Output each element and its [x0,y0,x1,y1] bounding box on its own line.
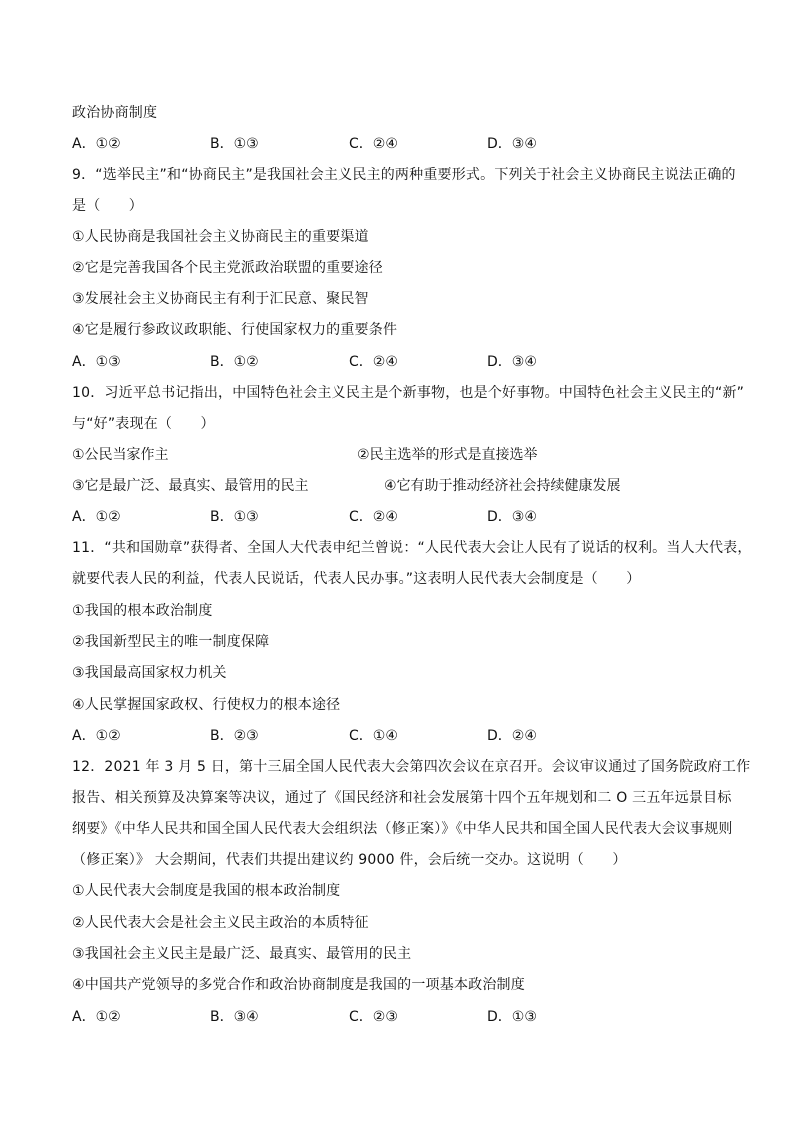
q10-option-a: A．①② [72,509,121,525]
q9-stem: 9．“选举民主”和“协商民主”是我国社会主义民主的两种重要形式。下列关于社会主义协商民主说法正确的 [72,167,736,183]
q12-stem: 纲要》《中华人民共和国全国人民代表大会组织法（修正案）》《中华人民共和国全国人民代表大会议事规则 [72,821,733,837]
q10-option-d: D．③④ [487,509,537,525]
q10-statement: ②民主选举的形式是直接选举 [357,447,538,463]
q12-option-a: A．①② [72,1009,121,1025]
q11-statement: ①我国的根本政治制度 [72,603,213,619]
q8-option-c: C．②④ [349,136,398,152]
q11-stem: 11．“共和国勋章”获得者、全国人大代表申纪兰曾说：“人民代表大会让人民有了说话的权利。当人大代表， [72,540,752,556]
q10-statement: ③它是最广泛、最真实、最管用的民主 [72,478,309,494]
q11-statement: ③我国最高国家权力机关 [72,665,227,681]
q11-statement: ②我国新型民主的唯一制度保障 [72,634,270,650]
q9-statement: ①人民协商是我国社会主义协商民主的重要渠道 [72,229,369,245]
q10-option-b: B．①③ [210,509,259,525]
q8-option-d: D．③④ [487,136,537,152]
q9-option-b: B．①② [210,354,259,370]
q8-stem-continuation: 政治协商制度 [72,105,158,121]
q12-stem: 12．2021 年 3 月 5 日，第十三届全国人民代表大会第四次会议在京召开。会议审议通过了国务院政府工作 [72,759,751,775]
q12-statement: ③我国社会主义民主是最广泛、最真实、最管用的民主 [72,946,412,962]
q9-option-c: C．②④ [349,354,398,370]
q9-option-a: A．①③ [72,354,121,370]
q9-stem: 是（ ） [72,198,143,214]
q10-statement: ④它有助于推动经济社会持续健康发展 [384,478,621,494]
q12-option-b: B．③④ [210,1009,259,1025]
q10-stem: 10．习近平总书记指出，中国特色社会主义民主是个新事物，也是个好事物。中国特色社会主义民主的“新” [72,385,745,401]
q9-statement: ②它是完善我国各个民主党派政治联盟的重要途径 [72,260,383,276]
q9-option-d: D．③④ [487,354,537,370]
q10-option-c: C．②④ [349,509,398,525]
q11-stem: 就要代表人民的利益，代表人民说话，代表人民办事。”这表明人民代表大会制度是（ ） [72,571,641,587]
q11-option-b: B．②③ [210,728,259,744]
q12-option-d: D．①③ [487,1009,537,1025]
q12-statement: ④中国共产党领导的多党合作和政治协商制度是我国的一项基本政治制度 [72,977,525,993]
q11-option-a: A．①② [72,728,121,744]
q12-statement: ②人民代表大会是社会主义民主政治的本质特征 [72,915,369,931]
q9-statement: ④它是履行参政议政职能、行使国家权力的重要条件 [72,322,398,338]
q10-statement: ①公民当家作主 [72,447,169,463]
q12-stem: 报告、相关预算及决算案等决议，通过了《国民经济和社会发展第十四个五年规划和二 O 三五年远景目标 [72,790,732,806]
q11-statement: ④人民掌握国家政权、行使权力的根本途径 [72,697,341,713]
q11-option-d: D．②④ [487,728,537,744]
q12-option-c: C．②③ [349,1009,398,1025]
q11-option-c: C．①④ [349,728,398,744]
q10-stem: 与“好”表现在（ ） [72,416,215,432]
q8-option-a: A．①② [72,136,121,152]
q8-option-b: B．①③ [210,136,259,152]
q12-statement: ①人民代表大会制度是我国的根本政治制度 [72,883,341,899]
q12-stem: （修正案）》 大会期间，代表们共提出建议约 9000 件，会后统一交办。这说明（ ） [72,852,627,868]
q9-statement: ③发展社会主义协商民主有利于汇民意、聚民智 [72,291,369,307]
